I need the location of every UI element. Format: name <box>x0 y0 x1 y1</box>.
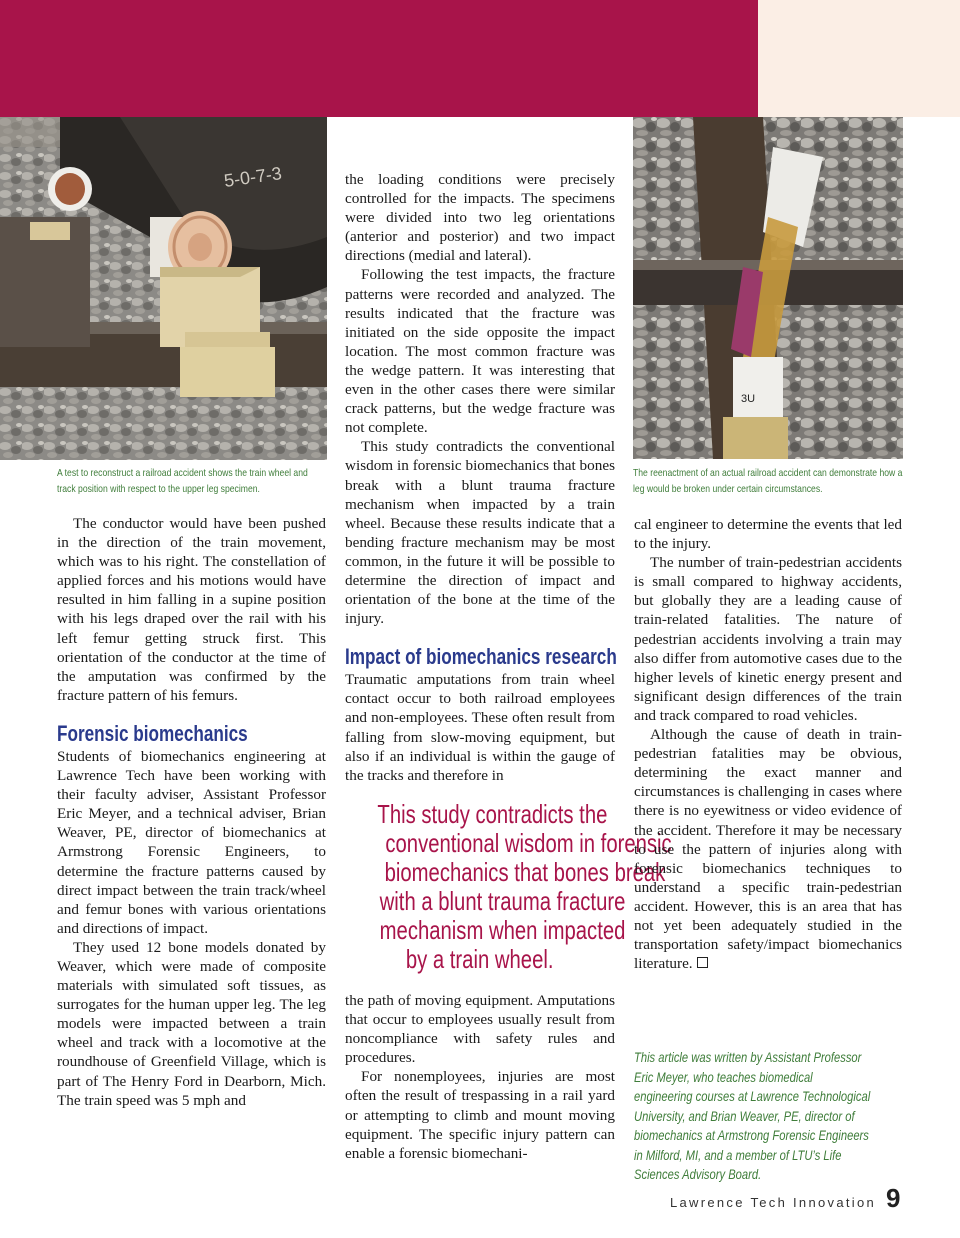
body-paragraph: They used 12 bone models donated by Weaver, which were made of composite materials with simulated soft tissues, as surrogates for the human upper leg. The leg models were impacted between a train wheel and track with a locomotive at the roundhouse of Greenfield Village, which is part of The Henry Ford in Dearborn, Mich. The train speed was 5 mph and <box>57 938 326 1109</box>
body-paragraph <box>634 725 902 973</box>
header-color-band <box>0 0 758 117</box>
pull-quote-line: biomechanics that bones break <box>384 857 666 887</box>
body-paragraph: the path of moving equipment. Amputations that occur to employees usually result from noncompliance with safety rules and procedures. <box>345 992 615 1067</box>
broken-leg-illustration <box>633 117 903 459</box>
pull-quote-line: This study contradicts the <box>377 799 608 829</box>
photo-train-wheel-test <box>0 117 327 460</box>
end-of-article-icon <box>697 957 708 968</box>
author-note: This article was written by Assistant Professor Eric Meyer, who teaches biomedical engineering courses at Lawrence Technological University, and Brian Weaver, PE, director of biomechanics at Armstrong Forensic Engineers in Milford, MI, and a member of LTU’s Life Sciences Advisory Board. <box>634 1049 871 1182</box>
pull-quote-line: conventional wisdom in forensic <box>385 828 672 858</box>
svg-text:5-0-7-3: 5-0-7-3 <box>222 163 284 191</box>
specimen-marker: 3U <box>741 393 756 405</box>
body-paragraph: The number of train-pedestrian accidents is small compared to highway accidents, but globally they are a leading cause of train-related fatalities. The nature of pedestrian accidents involving a train may also differ from automotive cases due to the higher levels of kinetic energy present and significant design differences of the train and track compared to road vehicles. <box>634 554 902 724</box>
column-1 <box>57 514 326 1110</box>
photo-caption-right: The reenactment of an actual railroad accident can demonstrate how a leg would be broken under certain circumstances. <box>633 467 903 495</box>
publication-name: Lawrence Tech Innovation <box>670 1195 877 1210</box>
body-paragraph: Students of biomechanics engineering at Lawrence Tech have been working with their faculty adviser, Assistant Professor Eric Meyer, and a technical adviser, Brian Weaver, PE, director of biomechanics at Armstrong Forensic Engineers, to determine the fracture patterns caused by direct impact between the train track/wheel and femur bones with various orientations and directions of impact. <box>57 747 326 937</box>
pull-quote <box>345 799 672 974</box>
column-2-top <box>345 170 615 785</box>
body-paragraph: cal engineer to determine the events that led to the injury. <box>634 516 902 553</box>
column-2-bottom <box>345 991 615 1163</box>
train-wheel-illustration <box>0 117 327 460</box>
body-paragraph: Following the test impacts, the fracture patterns were recorded and analyzed. The results indicated that the fracture was initiated on the side opposite the impact location. The most common fracture was the wedge pattern. It was interesting that even in the other cases there were similar crack patterns, but the wedge fracture was not complete. <box>345 266 615 437</box>
body-paragraph: The conductor would have been pushed in the direction of the train movement, which was to his right. The constellation of applied forces and his motions would have resulted in him falling in a supine position with his legs draped over the rail with his left femur getting struck first. This orientation of the conductor at the time of the amputation was confirmed by the fracture pattern of his femurs. <box>57 515 326 704</box>
photo-caption-left: A test to reconstruct a railroad accident shows the train wheel and track position with respect to the upper leg specimen. <box>57 467 308 495</box>
pull-quote-line: by a train wheel. <box>406 944 554 974</box>
body-paragraph: For nonemployees, injuries are most often the result of trespassing in a rail yard or attempting to climb and mount moving equipment. The specific injury pattern can enable a forensic biomechani- <box>345 1068 615 1162</box>
pull-quote-line: mechanism when impacted <box>379 915 626 945</box>
section-heading-impact-research: Impact of biomechanics research <box>345 644 617 670</box>
section-heading-forensic-biomechanics: Forensic biomechanics <box>57 720 248 746</box>
header-accent-block <box>758 0 960 117</box>
body-text: Although the cause of death in train-pedestrian fatalities may be obvious, determining the exact manner and circumstances is challenging in cases where there is no eyewitness or video evidence of the accident. Therefore it may be necessary to use the pattern of injuries along with forensic biomechanics techniques to understand a specific train-pedestrian accident. However, this is an area that has not yet been adequately studied in the transportation safety/impact biomechanics literature. <box>634 726 902 973</box>
body-paragraph: Traumatic amputations from train wheel contact occur to both railroad employees and non-employees. These often result from falling from slow-moving equipment, but also if an individual is within the gauge of the tracks and therefore in <box>345 671 615 784</box>
column-3 <box>634 515 902 973</box>
page-number: 9 <box>886 1183 901 1213</box>
body-paragraph: the loading conditions were precisely controlled for the impacts. The specimens were divided into two leg orientations (anterior and posterior) and two impact directions (medial and lateral). <box>345 171 615 265</box>
body-paragraph: This study contradicts the conventional wisdom in forensic biomechanics that bones break with a blunt trauma fracture mechanism when impacted by a train wheel. Because these results indicate that a bending fracture mechanism may be most common, in the future it will be possible to determine the direction of impact and orientation of the bone at the time of the injury. <box>345 438 615 628</box>
pull-quote-line: with a blunt trauma fracture <box>379 886 626 916</box>
photo-railroad-reenactment <box>633 117 903 459</box>
